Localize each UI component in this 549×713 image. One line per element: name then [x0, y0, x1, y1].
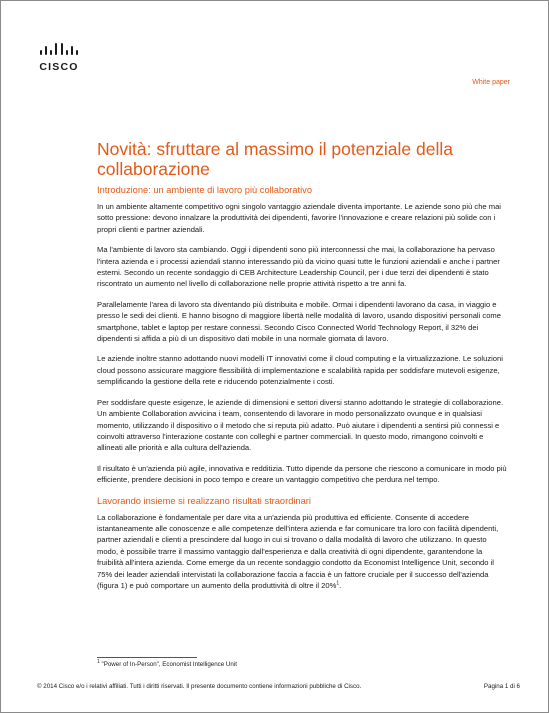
footnote-text: "Power of In-Person", Economist Intelligence Unit	[101, 661, 237, 668]
footnote-number: 1	[97, 658, 100, 665]
document-body	[97, 184, 507, 600]
paragraph: Il risultato è un'azienda più agile, innovativa e redditizia. Tutto dipende da persone che riescono a comunicare in modo più efficiente, prendere decisioni in poco tempo e creare un vantaggio competitivo che perdura nel tempo.	[97, 463, 507, 485]
footnote-divider	[97, 657, 197, 658]
page-title: Novità: sfruttare al massimo il potenziale della collaborazione	[97, 138, 453, 179]
footer-copyright: © 2014 Cisco e/o i relativi affiliati. Tutti i diritti riservati. Il presente documento contiene informazioni pubbliche di Cisco.	[37, 683, 362, 690]
section-heading-intro: Introduzione: un ambiente di lavoro più collaborativo	[97, 185, 312, 195]
cisco-logo	[37, 41, 81, 79]
footnote	[97, 658, 237, 668]
paragraph: In un ambiente altamente competitivo ogni singolo vantaggio aziendale diventa importante. Le aziende sono più che mai sotto pressione: devono innalzare la produttività dei dipendenti, favorire l'innovazione e creare relazioni più solide con i propri clienti e partner aziendali.	[97, 202, 501, 234]
footnote-ref[interactable]: 1	[336, 580, 340, 587]
cisco-bridge-icon	[37, 41, 81, 59]
paragraph: Per soddisfare queste esigenze, le aziende di dimensioni e settori diversi stanno adottando le strategie di collaborazione. Un ambiente Collaboration avvicina i team, consentendo di lavorare in modo personalizzato ovunque e in qualsiasi momento, utilizzando il dispositivo o il metodo che si reputa più adatto. Può aiutare i dipendenti a sentirsi più connessi e coinvolti attraverso l'interazione costante con colleghi e partner commerciali. In questo modo, rimangono coinvolti e allineati alle priorità e alla cultura dell'azienda.	[97, 397, 504, 453]
logo-wordmark: CISCO	[39, 61, 79, 73]
paragraph: Le aziende inoltre stanno adottando nuovi modelli IT innovativi come il cloud computing e la virtualizzazione. Le soluzioni cloud possono assicurare maggiore flessibilità di implementazione e scalabilità rapida per soddisfare mutevoli esigenze, semplificando la gestione della rete e riducendo potenzialmente i costi.	[97, 354, 503, 387]
paragraph: La collaborazione è fondamentale per dare vita a un'azienda più produttiva ed efficiente. Consente di accedere istantaneamente alle conoscenze e alle competenze dell'intera azienda e far comunicare tra loro con facilità dipendenti, partner aziendali e clienti a prescindere dal luogo in cui si trovano o dalla modalità di lavoro che utilizzano. In questo modo, è possibile trarre il massimo vantaggio dall'esperienza e dalla creatività di ogni dipendente, garantendone la fruibilità all'intera azienda. Come emerge da un recente sondaggio condotto da Economist Intelligence Unit, secondo il 75% dei leader aziendali intervistati la collaborazione faccia a faccia è un fattore cruciale per il successo dell'azienda (figura 1) e può comportare un aumento della produttività di oltre il 20%$^1$.	[97, 512, 499, 590]
section-heading-results: Lavorando insieme si realizzano risultati straordinari	[97, 495, 311, 506]
paragraph-text: La collaborazione è fondamentale per dare vita a un'azienda più produttiva ed efficiente. Consente di accedere istantaneamente alle conoscenze e alle competenze dell'intera azienda e far comunicare tra loro con facilità dipendenti, partner aziendali e clienti a prescindere dal luogo in cui si trovano o dalla modalità di lavoro che utilizzano. In questo modo, è possibile trarre il massimo vantaggio dall'esperienza e dalla creatività di ogni dipendente, garantendone la fruibilità all'intera azienda. Come emerge da un recente sondaggio condotto da Economist Intelligence Unit, secondo il 75% dei leader aziendali intervistati la collaborazione faccia a faccia è un fattore cruciale per il successo dell'azienda (figura 1) e può comportare un aumento della produttività di oltre il 20%	[97, 512, 499, 590]
paragraph: Parallelamente l'area di lavoro sta diventando più distribuita e mobile. Ormai i dipendenti lavorano da casa, in viaggio e presso le sedi dei clienti. E hanno bisogno di maggiore libertà nelle modalità di lavoro, usando dispositivi personali come smartphone, tablet e laptop per restare connessi. Secondo Cisco Connected World Technology Report, il 32% dei dipendenti si affida a più di un dispositivo dati mobile in una normale giornata di lavoro.	[97, 299, 501, 344]
document-type-label: White paper	[472, 79, 510, 86]
paragraph: Ma l'ambiente di lavoro sta cambiando. Oggi i dipendenti sono più interconnessi che mai, la collaborazione ha pervaso l'intera azienda e i processi aziendali stanno interessando più da vicino quasi tutte le funzioni aziendali e anche i partner esterni. Secondo un recente sondaggio di CEB Architecture Leadership Council, per i due terzi dei dipendenti è stato riscontrato un aumento nel livello di collaborazione nelle proprie attività rispetto a tre anni fa.	[97, 245, 500, 289]
footer-page-number: Pagina 1 di 6	[483, 683, 520, 690]
